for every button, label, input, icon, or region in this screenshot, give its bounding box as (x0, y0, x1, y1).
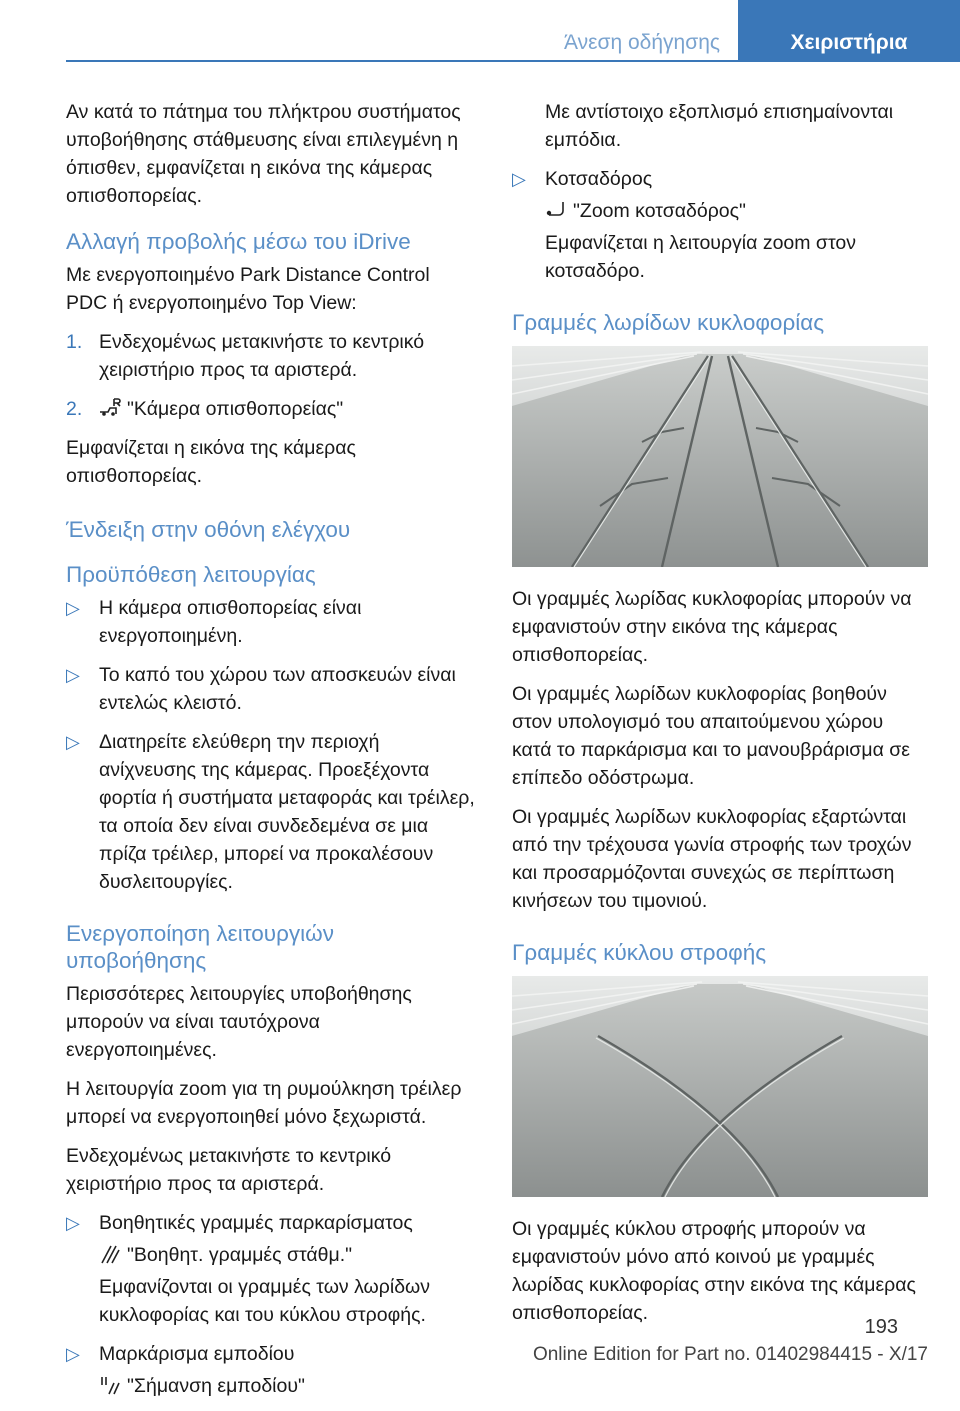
option-hitch-desc: Εμφανίζεται η λειτουργία zoom στον κοτσαδόρο. (545, 232, 856, 282)
lane-lines-camera-image (512, 346, 928, 567)
obstacle-marking-icon (99, 1375, 121, 1395)
lane-lines-paragraph-2: Οι γραμμές λωρίδων κυκλοφορίας βοηθούν στον υπολογισμό του απαιτούμενου χώρου κατά το παρκάρισμα και το μανουβράρισμα σε επίπεδο οδόστρωμα. (512, 683, 910, 789)
option-hitch-label: Κοτσαδόρος (545, 168, 653, 190)
requirement-3-text: Διατηρείτε ελεύθερη την περιοχή ανίχνευσης της κάμερας. Προεξέχοντα φορτία ή συστήματα μεταφοράς και τρέιλερ, τα οποία δεν είναι συνδεδεμένα σε μια πρίζα τρέιλερ, μπορεί να προκαλέσουν δυσλειτουργίες. (99, 731, 475, 893)
step-1-number: 1. (66, 331, 83, 353)
page-number: 193 (864, 1316, 898, 1338)
option-parking-lines-label: Βοηθητικές γραμμές παρκαρίσματος (99, 1212, 413, 1234)
step-2 (66, 395, 476, 423)
option-obstacle-menu (99, 1372, 476, 1400)
heading-turning-circle: Γραμμές κύκλου στροφής (512, 940, 767, 965)
bullet-triangle-icon: ▷ (66, 732, 80, 752)
turning-circle-paragraph: Οι γραμμές κύκλου στροφής μπορούν να εμφανιστούν μόνο από κοινού με γραμμές λωρίδας κυκλοφορίας στην εικόνα της κάμερας οπισθοπορείας. (512, 1218, 916, 1324)
step-1 (66, 328, 476, 384)
step-2-number: 2. (66, 398, 83, 420)
heading-activate: Ενεργοποίηση λειτουργιών υποβοήθησης (66, 921, 334, 973)
requirement-2 (66, 661, 476, 717)
activate-paragraph-1: Περισσότερες λειτουργίες υποβοήθησης μπορούν να είναι ταυτόχρονα ενεργοποιημένες. (66, 983, 412, 1061)
obstacle-description: Με αντίστοιχο εξοπλισμό επισημαίνονται εμπόδια. (545, 101, 894, 151)
header-section: Άνεση οδήγησης (564, 31, 720, 54)
lane-lines-paragraph-3: Οι γραμμές λωρίδων κυκλοφορίας εξαρτώνται από την τρέχουσα γωνία στροφής των τροχών και προσαρμόζονται συνεχώς σε περίπτωση κινήσεων του τιμονιού. (512, 806, 912, 912)
heading-display: Ένδειξη στην οθόνη ελέγχου (66, 517, 351, 542)
footer-edition: Online Edition for Part no. 01402984415 - X/17 (532, 1344, 928, 1365)
intro-paragraph: Αν κατά το πάτημα του πλήκτρου συστήματος υποβοήθησης στάθμευσης είναι επιλεγμένη η όπισθεν, εμφανίζεται η εικόνα της κάμερας οπισθοπορείας. (66, 101, 461, 207)
option-parking-lines-menu (99, 1241, 476, 1269)
bullet-triangle-icon: ▷ (512, 169, 526, 189)
turning-circle-camera-image (512, 976, 928, 1197)
option-parking-lines (66, 1209, 476, 1329)
option-obstacle (66, 1340, 476, 1400)
header-chapter-tab: Χειριστήρια (738, 0, 960, 62)
option-obstacle-label: Μαρκάρισμα εμποδίου (99, 1343, 295, 1365)
option-hitch-menu (545, 197, 928, 225)
requirement-1 (66, 594, 476, 650)
activate-paragraph-2: Η λειτουργία zoom για τη ρυμούλκηση τρέιλερ μπορεί να ενεργοποιηθεί μόνο ξεχωριστά. (66, 1078, 462, 1128)
heading-idrive: Αλλαγή προβολής μέσω του iDrive (66, 229, 411, 254)
lane-lines-paragraph-1: Οι γραμμές λωρίδας κυκλοφορίας μπορούν να εμφανιστούν στην εικόνα της κάμερας οπισθοπορείας. (512, 588, 912, 666)
trailer-hitch-icon (545, 200, 567, 220)
step-2-text: "Κάμερα οπισθοπορείας" (127, 398, 344, 420)
left-column (66, 98, 476, 1411)
option-obstacle-menu-text: "Σήμανση εμποδίου" (127, 1375, 305, 1397)
page-header (0, 0, 960, 62)
heading-lane-lines: Γραμμές λωρίδων κυκλοφορίας (512, 310, 825, 335)
heading-requirement: Προϋπόθεση λειτουργίας (66, 562, 316, 587)
activate-paragraph-3: Ενδεχομένως μετακινήστε το κεντρικό χειριστήριο προς τα αριστερά. (66, 1145, 392, 1195)
requirement-3 (66, 728, 476, 896)
step-2-result: Εμφανίζεται η εικόνα της κάμερας οπισθοπορείας. (66, 437, 356, 487)
option-hitch-menu-text: "Zoom κοτσαδόρος" (573, 200, 746, 222)
idrive-paragraph: Με ενεργοποιημένο Park Distance Control PDC ή ενεργοποιημένο Top View: (66, 264, 430, 314)
bullet-triangle-icon: ▷ (66, 1213, 80, 1233)
bullet-triangle-icon: ▷ (66, 1344, 80, 1364)
parking-lines-icon (99, 1244, 121, 1264)
bullet-triangle-icon: ▷ (66, 598, 80, 618)
rear-camera-icon (99, 398, 121, 418)
requirement-1-text: Η κάμερα οπισθοπορείας είναι ενεργοποιημένη. (99, 597, 362, 647)
step-1-text: Ενδεχομένως μετακινήστε το κεντρικό χειριστήριο προς τα αριστερά. (99, 331, 425, 381)
requirement-2-text: Το καπό του χώρου των αποσκευών είναι εντελώς κλειστό. (99, 664, 456, 714)
option-parking-lines-menu-text: "Βοηθητ. γραμμές στάθμ." (127, 1244, 353, 1266)
option-hitch (512, 165, 928, 285)
option-parking-lines-desc: Εμφανίζονται οι γραμμές των λωρίδων κυκλοφορίας και του κύκλου στροφής. (99, 1276, 431, 1326)
right-column (512, 98, 928, 1338)
header-rule (66, 60, 960, 62)
bullet-triangle-icon: ▷ (66, 665, 80, 685)
